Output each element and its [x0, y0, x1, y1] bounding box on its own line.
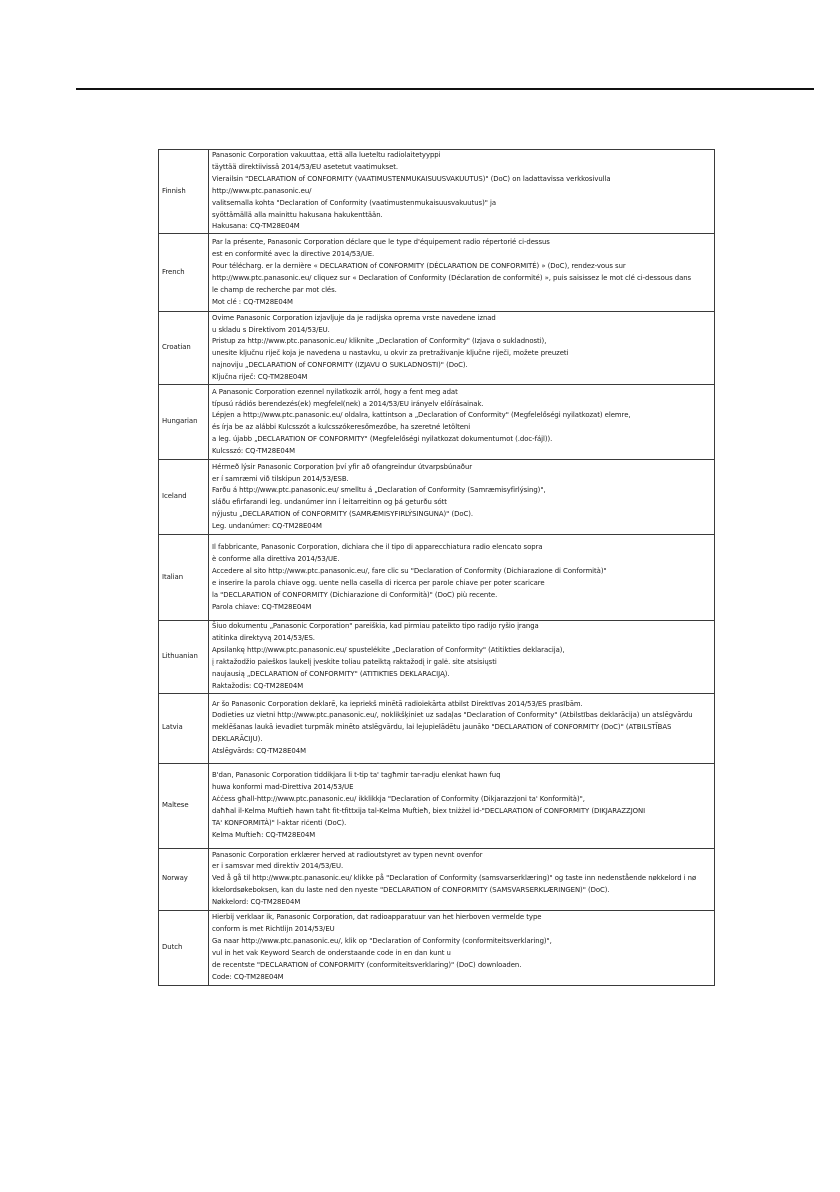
declaration-text-cell — [209, 312, 715, 385]
declaration-line: Pour télécharg. er la dernière « DECLARATION of CONFORMITY (DÉCLARATION DE CONFORMITÉ) » (DoC), rendez-vous sur — [212, 261, 626, 270]
declaration-line: Ovime Panasonic Corporation izjavljuje da je radijska oprema vrste navedene iznad — [212, 313, 496, 322]
language-cell: Lithuanian — [159, 621, 209, 693]
declaration-line: Šiuo dokumentu „Panasonic Corporation" pareiškia, kad pirmiau pateikto tipo radijo ryšio įranga — [212, 622, 539, 631]
declaration-line: típusú rádiós berendezés(ek) megfelel(nek) a 2014/53/EU irányelv előírásainak. — [212, 399, 484, 408]
declaration-line: Parola chiave: CQ-TM28E04M — [212, 602, 312, 611]
declaration-line: Par la présente, Panasonic Corporation déclare que le type d'équipement radio répertorié ci-dessus — [212, 238, 550, 247]
declaration-line: Ved å gå til http://www.ptc.panasonic.eu/ klikke på "Declaration of Conformity (samsvarserklæring)" og taste inn nedenstående nøkkelord i nø — [212, 874, 697, 883]
header-rule — [76, 88, 814, 90]
declaration-line: Hérmeð lýsir Panasonic Corporation því yfir að ofangreindur útvarpsbúnaður — [212, 462, 473, 471]
declaration-line: į raktažodžio paieškos laukelį įveskite toliau pateiktą raktažodį ir galė. site atsisiųsti — [212, 658, 497, 667]
declaration-line: Hierbij verklaar ik, Panasonic Corporation, dat radioapparatuur van het hierboven vermelde type — [212, 913, 542, 922]
declaration-line: Nøkkelord: CQ-TM28E04M — [212, 898, 301, 907]
declaration-row — [159, 150, 715, 234]
declaration-line: Farðu á http://www.ptc.panasonic.eu/ smelltu á „Declaration of Conformity (Samræmisyfirlýsing)", — [212, 486, 546, 495]
language-cell: Italian — [159, 535, 209, 621]
declaration-line: Ključna riječ: CQ-TM28E04M — [212, 373, 308, 382]
declaration-text-cell — [209, 910, 715, 985]
declaration-line: Atslēgvārds: CQ-TM28E04M — [212, 747, 306, 756]
declaration-line: kkelordsøkeboksen, kan du laste ned den nyeste "DECLARATION of CONFORMITY (SAMSVARSERKLÆRINGEN)" (DoC). — [212, 886, 610, 895]
declaration-line: Mot clé : CQ-TM28E04M — [212, 297, 293, 306]
declaration-line: DEKLARĀCIJU). — [212, 735, 263, 744]
declaration-row — [159, 460, 715, 535]
declaration-line: Ar šo Panasonic Corporation deklarē, ka iepriekš minētā radioiekārta atbilst Direktīvas 2014/53/ES prasībām. — [212, 699, 583, 708]
declaration-line: és írja be az alábbi Kulcsszót a kulcsszókeresőmezőbe, ha szeretné letölteni — [212, 423, 471, 432]
language-cell: Croatian — [159, 312, 209, 385]
declaration-text-cell — [209, 693, 715, 763]
language-cell: Dutch — [159, 910, 209, 985]
declaration-line: huwa konformi mad-Direttiva 2014/53/UE — [212, 782, 354, 791]
declaration-row — [159, 848, 715, 910]
declaration-row — [159, 234, 715, 312]
declaration-row — [159, 763, 715, 848]
language-cell: Norway — [159, 848, 209, 910]
declaration-line: TA' KONFORMITÀ)" l-aktar riċenti (DoC). — [212, 818, 347, 827]
declaration-row — [159, 693, 715, 763]
declaration-text-cell — [209, 234, 715, 312]
declaration-line: è conforme alla direttiva 2014/53/UE. — [212, 555, 340, 564]
declaration-line: Panasonic Corporation vakuuttaa, että alla lueteltu radiolaitetyyppi — [212, 151, 441, 159]
declaration-line: Hakusana: CQ-TM28E04M — [212, 222, 300, 231]
declaration-line: Code: CQ-TM28E04M — [212, 972, 284, 981]
declaration-line: Kulcsszó: CQ-TM28E04M — [212, 447, 295, 456]
language-cell: Hungarian — [159, 385, 209, 460]
declaration-line: nýjustu „DECLARATION of CONFORMITY (SAMRÆMISYFIRLÝSINGUNA)" (DoC). — [212, 510, 474, 519]
language-cell: French — [159, 234, 209, 312]
declaration-line: atitinka direktyvą 2014/53/ES. — [212, 634, 315, 643]
declaration-line: est en conformité avec la directive 2014/53/UE. — [212, 250, 375, 259]
declaration-row — [159, 312, 715, 385]
declaration-line: Kelma Muftieħ: CQ-TM28E04M — [212, 830, 316, 839]
language-cell: Latvia — [159, 693, 209, 763]
declaration-line: e inserire la parola chiave ogg. uente nella casella di ricerca per parole chiave per poter scaricare — [212, 578, 545, 587]
declaration-line: Pristup za http://www.ptc.panasonic.eu/ kliknite „Declaration of Conformity" (Izjava o sukladnosti), — [212, 337, 547, 346]
declaration-row — [159, 910, 715, 985]
declaration-line: valitsemalla kohta "Declaration of Conformity (vaatimustenmukaisuusvakuutus)" ja — [212, 198, 497, 207]
language-cell: Iceland — [159, 460, 209, 535]
declaration-line: syöttämällä alla mainittu hakusana hakukenttään. — [212, 210, 383, 219]
declaration-line: unesite ključnu riječ koja je navedena u nastavku, u okvir za pretraživanje ključne riječi, možete preuzeti — [212, 349, 569, 358]
language-cell: Finnish — [159, 150, 209, 234]
declaration-text-cell — [209, 535, 715, 621]
declaration-line: la "DECLARATION of CONFORMITY (Dichiarazione di Conformità)" (DoC) più recente. — [212, 590, 498, 599]
declaration-text-cell — [209, 848, 715, 910]
declaration-line: Panasonic Corporation erklærer herved at radioutstyret av typen nevnt ovenfor — [212, 850, 483, 859]
declaration-line: meklēšanas laukā ievadiet turpmāk minēto atslēgvārdu, lai lejupielādētu jaunāko "DECLARATION of CONFORMITY (DoC)" (ATBILSTĪBAS — [212, 723, 672, 732]
language-cell: Maltese — [159, 763, 209, 848]
declaration-line: vul in het vak Keyword Search de onderstaande code in en dan kunt u — [212, 948, 451, 957]
declaration-line: Leg. undanúmer: CQ-TM28E04M — [212, 522, 322, 531]
declaration-line: Lépjen a http://www.ptc.panasonic.eu/ oldalra, kattintson a „Declaration of Conformity" (Megfelelőségi nyilatkozat) elemre, — [212, 411, 631, 420]
declaration-text-cell — [209, 150, 715, 234]
declaration-line: B'dan, Panasonic Corporation tiddikjara li t-tip ta' tagħmir tar-radju elenkat hawn fuq — [212, 771, 501, 780]
declaration-line: Ga naar http://www.ptc.panasonic.eu/, klik op "Declaration of Conformity (conformiteitsverklaring)", — [212, 936, 552, 945]
declaration-line: daħħal il-Kelma Muftieħ hawn taħt fit-tfittxija tal-Kelma Muftieħ, biex tniżżel id-"DECLARATION of CONFORMITY (DIKJARAZZJONI — [212, 806, 646, 815]
declaration-line: de recentste "DECLARATION of CONFORMITY (conformiteitsverklaring)" (DoC) downloaden. — [212, 960, 522, 969]
declaration-line: täyttää direktiivissä 2014/53/EU asetetut vaatimukset. — [212, 162, 399, 171]
declaration-line: er í samræmi við tilskipun 2014/53/ESB. — [212, 474, 349, 483]
declaration-line: Dodieties uz vietni http://www.ptc.panasonic.eu/, noklikšķiniet uz sadaļas "Declaration of Conformity" (Atbilstības deklarācija) un atslēgvārdu — [212, 711, 693, 720]
declaration-line: u skladu s Direktivom 2014/53/EU. — [212, 325, 330, 334]
declaration-line: Accedere al sito http://www.ptc.panasonic.eu/, fare clic su "Declaration of Conformity (Dichiarazione di Conformità)" — [212, 566, 607, 575]
declaration-line: http://www.ptc.panasonic.eu/ cliquez sur « Declaration of Conformity (Déclaration de conformité) », puis saisissez le mot clé ci-dessous dans — [212, 273, 692, 282]
declaration-line: Apsilankę http://www.ptc.panasonic.eu/ spustelėkite „Declaration of Conformity" (Atitikties deklaracija), — [212, 646, 565, 655]
declaration-line: Aċċess għall-http://www.ptc.panasonic.eu/ ikklikkja "Declaration of Conformity (Dikjarazzjoni ta' Konformità)", — [212, 794, 585, 803]
declaration-line: conform is met Richtlijn 2014/53/EU — [212, 924, 335, 933]
declaration-text-cell — [209, 385, 715, 460]
declaration-line: najnoviju „DECLARATION of CONFORMITY (IZJAVU O SUKLADNOSTI)" (DoC). — [212, 361, 468, 370]
declaration-line: http://www.ptc.panasonic.eu/ — [212, 186, 312, 195]
declaration-text-cell — [209, 763, 715, 848]
declaration-table-body — [159, 150, 715, 986]
declaration-line: le champ de recherche par mot clés. — [212, 285, 337, 294]
declaration-row — [159, 621, 715, 693]
declaration-line: Il fabbricante, Panasonic Corporation, dichiara che il tipo di apparecchiatura radio elencato sopra — [212, 543, 543, 552]
declaration-line: Raktažodis: CQ-TM28E04M — [212, 681, 304, 690]
declaration-line: naujausią „DECLARATION of CONFORMITY" (ATITIKTIES DEKLARACIJĄ). — [212, 669, 450, 678]
declaration-line: sláðu efirfarandi leg. undanúmer inn í leitarreitinn og þá geturðu sótt — [212, 498, 447, 507]
declaration-text-cell — [209, 621, 715, 693]
declaration-text-cell — [209, 460, 715, 535]
declaration-line: er i samsvar med direktiv 2014/53/EU. — [212, 862, 344, 871]
declaration-line: Vierailsin "DECLARATION of CONFORMITY (VAATIMUSTENMUKAISUUSVAKUUTUS)" (DoC) on ladattavissa verkkosivulla — [212, 174, 611, 183]
declaration-line: A Panasonic Corporation ezennel nyilatkozik arról, hogy a fent meg adat — [212, 387, 458, 396]
declaration-row — [159, 385, 715, 460]
declaration-table — [158, 149, 715, 986]
declaration-line: a leg. újabb „DECLARATION OF CONFORMITY" (Megfelelőségi nyilatkozat dokumentumot (.doc-fájl)). — [212, 435, 553, 444]
declaration-row — [159, 535, 715, 621]
